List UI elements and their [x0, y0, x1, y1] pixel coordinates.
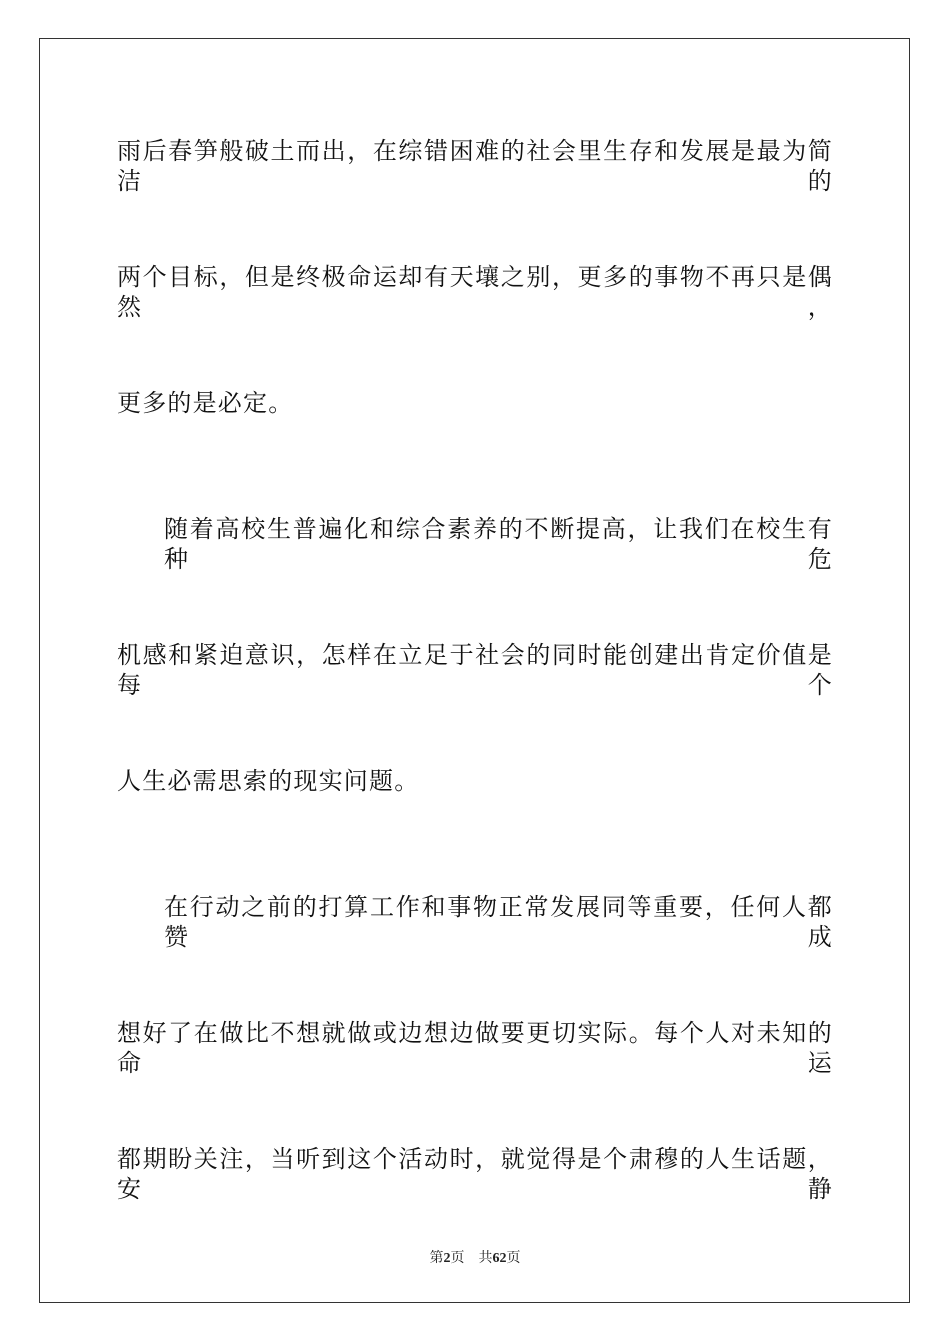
text-line-3: 更多的是必定。	[117, 389, 294, 417]
text-line-6: 人生必需思索的现实问题。	[117, 767, 420, 795]
text-line-2: 两个目标，但是终极命运却有天壤之别，更多的事物不再只是偶然，	[117, 263, 833, 321]
page-number: 2	[443, 1251, 451, 1266]
text-line-1: 雨后春笋般破土而出，在综错困难的社会里生存和发展是最为简洁的	[117, 137, 833, 195]
text-line-5: 机感和紧迫意识，怎样在立足于社会的同时能创建出肯定价值是每个	[117, 641, 833, 699]
total-prefix: 共	[478, 1251, 493, 1266]
page-prefix: 第	[429, 1251, 444, 1266]
text-line-9: 都期盼关注，当听到这个活动时，就觉得是个肃穆的人生话题，安静	[117, 1145, 833, 1203]
text-line-7: 在行动之前的打算工作和事物正常发展同等重要，任何人都赞成	[164, 893, 833, 951]
text-line-8: 想好了在做比不想就做或边想边做要更切实际。每个人对未知的命运	[117, 1019, 833, 1077]
text-line-4: 随着高校生普遍化和综合素养的不断提高，让我们在校生有种危	[164, 515, 833, 573]
page-footer	[0, 1247, 950, 1267]
page-suffix: 页	[450, 1251, 465, 1266]
total-pages: 62	[492, 1251, 507, 1266]
total-suffix: 页	[506, 1251, 521, 1266]
